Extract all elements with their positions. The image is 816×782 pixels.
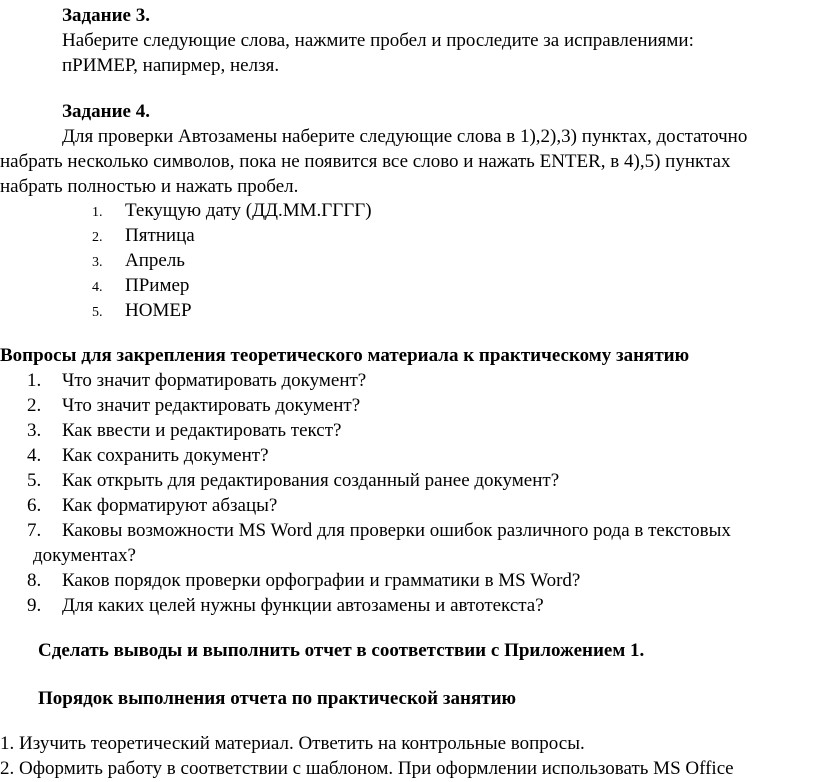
question-item: Для каких целей нужны функции автозамены и автотекста?	[62, 595, 544, 616]
question-number: 3.	[27, 420, 42, 441]
question-item: Что значит форматировать документ?	[62, 370, 367, 391]
question-item: Как сохранить документ?	[62, 445, 269, 466]
task4-line-2: набрать несколько символов, пока не появится все слово и нажать ENTER, в 4),5) пунктах	[0, 151, 731, 172]
report-item: 1. Изучить теоретический материал. Ответить на контрольные вопросы.	[0, 733, 585, 754]
question-item: Каковы возможности MS Word для проверки ошибок различного рода в текстовых	[62, 520, 731, 541]
question-number: 7.	[27, 520, 42, 541]
question-number: 8.	[27, 570, 42, 591]
question-number: 4.	[27, 445, 42, 466]
task4-line-3: набрать полностью и нажать пробел.	[0, 176, 299, 197]
task4-heading: Задание 4.	[62, 101, 150, 122]
question-item: Что значит редактировать документ?	[62, 395, 361, 416]
list-item-number: 3.	[92, 255, 103, 270]
list-item-number: 5.	[92, 305, 103, 320]
list-item: ПРимер	[125, 275, 190, 296]
report-item: 2. Оформить работу в соответствии с шаблоном. При оформлении использовать MS Office	[0, 758, 734, 779]
question-number: 9.	[27, 595, 42, 616]
question-item: Как форматируют абзацы?	[62, 495, 278, 516]
list-item-number: 4.	[92, 280, 103, 295]
question-item: Как ввести и редактировать текст?	[62, 420, 342, 441]
list-item-number: 1.	[92, 205, 103, 220]
list-item: Апрель	[125, 250, 185, 271]
question-number: 5.	[27, 470, 42, 491]
questions-heading: Вопросы для закрепления теоретического материала к практическому занятию	[0, 345, 690, 366]
conclusion-heading: Сделать выводы и выполнить отчет в соответствии с Приложением 1.	[38, 640, 645, 661]
question-number: 1.	[27, 370, 42, 391]
task3-line-1: Наберите следующие слова, нажмите пробел и проследите за исправлениями:	[62, 30, 694, 51]
question-item: Как открыть для редактирования созданный ранее документ?	[62, 470, 560, 491]
list-item-number: 2.	[92, 230, 103, 245]
question-number: 2.	[27, 395, 42, 416]
task3-line-2: пРИМЕР, напирмер, нелзя.	[62, 55, 280, 76]
report-heading: Порядок выполнения отчета по практической занятию	[38, 688, 517, 709]
list-item: НОМЕР	[125, 300, 192, 321]
task3-heading: Задание 3.	[62, 5, 150, 26]
list-item: Пятница	[125, 225, 195, 246]
question-number: 6.	[27, 495, 42, 516]
task4-line-1: Для проверки Автозамены наберите следующие слова в 1),2),3) пунктах, достаточно	[62, 126, 748, 147]
question-item: Каков порядок проверки орфографии и грамматики в MS Word?	[62, 570, 581, 591]
list-item: Текущую дату (ДД.ММ.ГГГГ)	[125, 200, 372, 221]
question-item-continuation: документах?	[33, 545, 136, 566]
